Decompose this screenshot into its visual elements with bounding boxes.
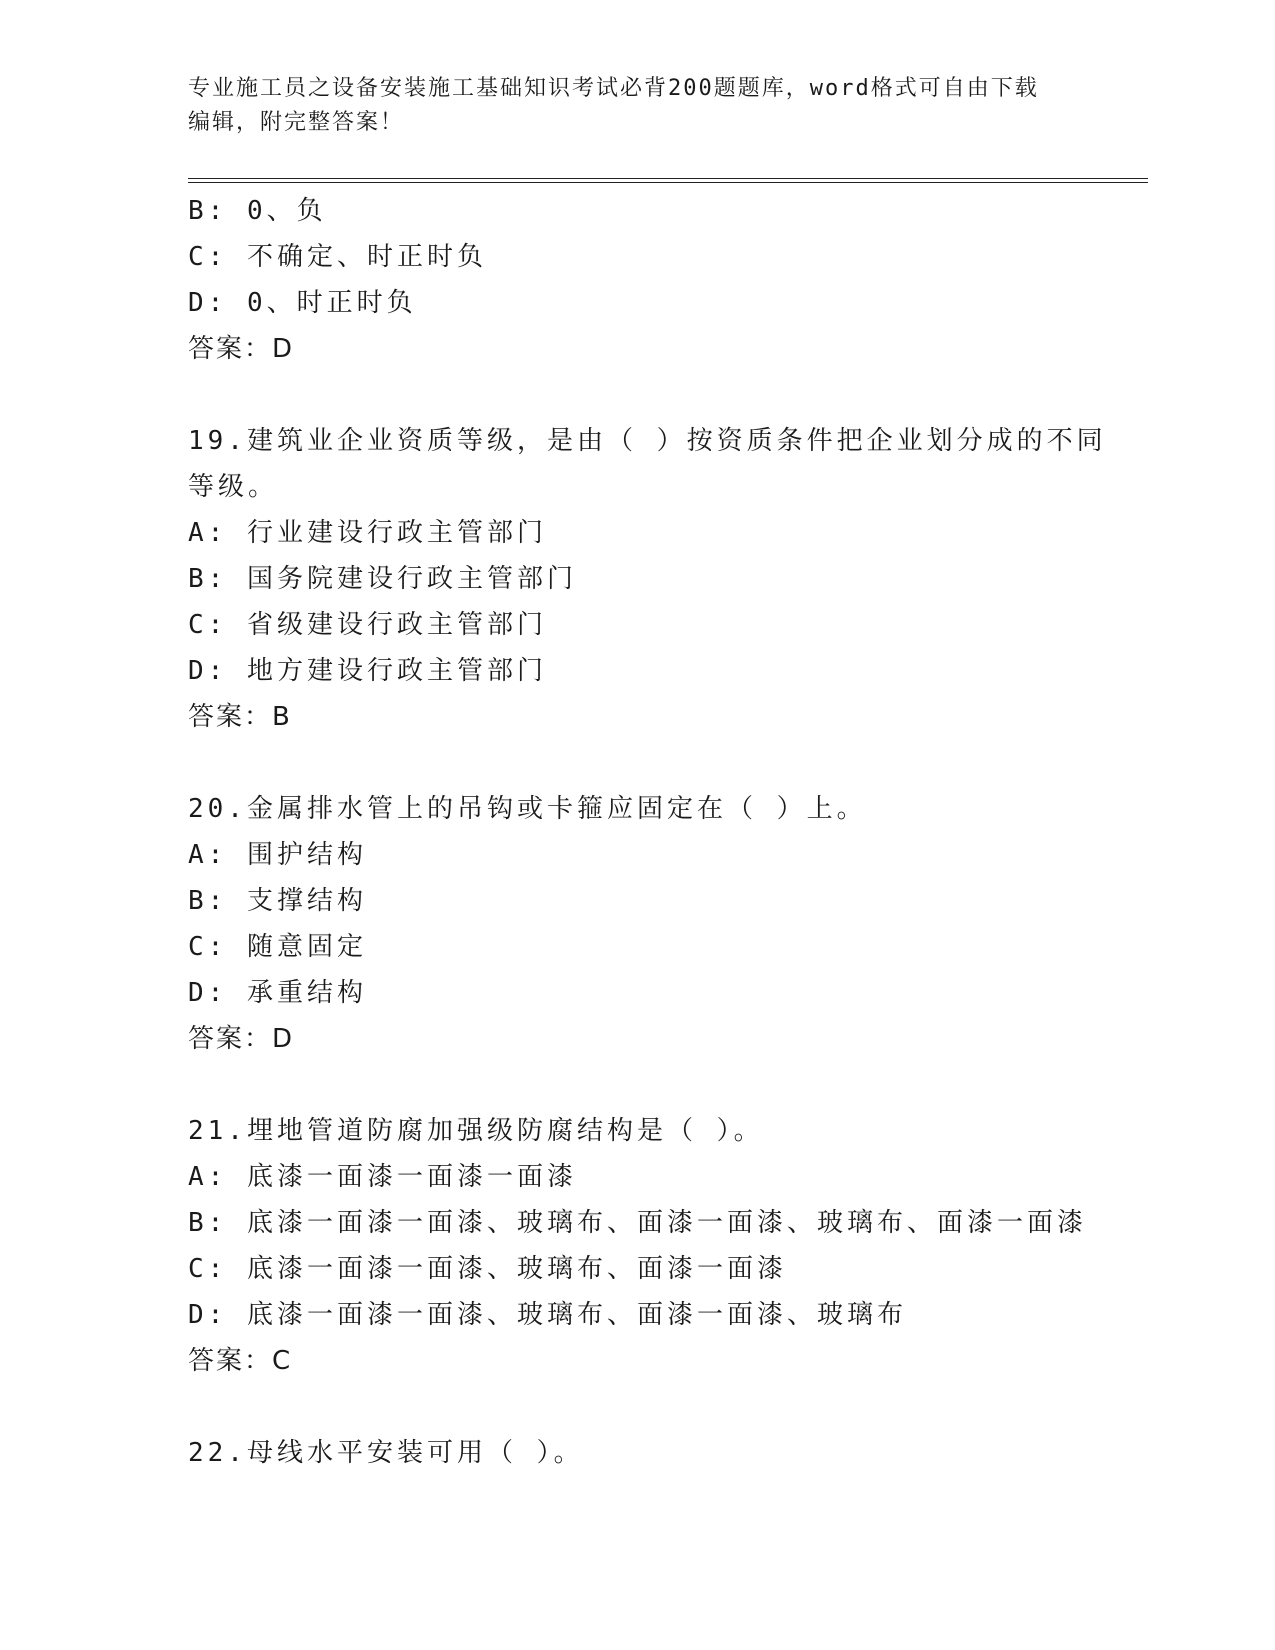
option-line: B: 0、负: [188, 196, 327, 226]
answer-line: 答案：C: [188, 1346, 293, 1376]
question-stem: 等级。: [188, 472, 279, 502]
option-line: A: 围护结构: [188, 840, 367, 870]
document-header: [188, 72, 1088, 140]
question-21: [188, 1108, 1148, 1384]
option-line: D: 承重结构: [188, 978, 367, 1008]
option-line: C: 底漆一面漆一面漆、玻璃布、面漆一面漆: [188, 1254, 787, 1284]
answer-line: 答案：D: [188, 334, 295, 364]
question-22: [188, 1430, 1148, 1476]
option-line: C: 不确定、时正时负: [188, 242, 487, 272]
question-19: [188, 418, 1148, 740]
question-20: [188, 786, 1148, 1062]
spacer: [188, 740, 1148, 786]
header-line-2: 编辑，附完整答案！: [188, 110, 405, 135]
header-line-1: 专业施工员之设备安装施工基础知识考试必背200题题库，word格式可自由下载: [188, 76, 1039, 101]
answer-line: 答案：B: [188, 702, 292, 732]
option-line: C: 省级建设行政主管部门: [188, 610, 547, 640]
spacer: [188, 1384, 1148, 1430]
question-stem: 22.母线水平安装可用（ ）。: [188, 1438, 584, 1468]
question-stem: 20.金属排水管上的吊钩或卡箍应固定在（ ）上。: [188, 794, 867, 824]
option-line: B: 国务院建设行政主管部门: [188, 564, 577, 594]
option-line: D: 0、时正时负: [188, 288, 417, 318]
option-line: A: 底漆一面漆一面漆一面漆: [188, 1162, 577, 1192]
question-content: [188, 188, 1148, 1476]
option-line: D: 地方建设行政主管部门: [188, 656, 547, 686]
option-line: B: 底漆一面漆一面漆、玻璃布、面漆一面漆、玻璃布、面漆一面漆: [188, 1208, 1087, 1238]
header-divider: [188, 178, 1148, 183]
option-line: B: 支撑结构: [188, 886, 367, 916]
spacer: [188, 1062, 1148, 1108]
spacer: [188, 372, 1148, 418]
partial-question: [188, 188, 1148, 372]
question-stem: 21.埋地管道防腐加强级防腐结构是（ ）。: [188, 1116, 764, 1146]
option-line: C: 随意固定: [188, 932, 367, 962]
option-line: A: 行业建设行政主管部门: [188, 518, 547, 548]
answer-line: 答案：D: [188, 1024, 295, 1054]
question-stem: 19.建筑业企业资质等级，是由（ ）按资质条件把企业划分成的不同: [188, 426, 1107, 456]
option-line: D: 底漆一面漆一面漆、玻璃布、面漆一面漆、玻璃布: [188, 1300, 907, 1330]
